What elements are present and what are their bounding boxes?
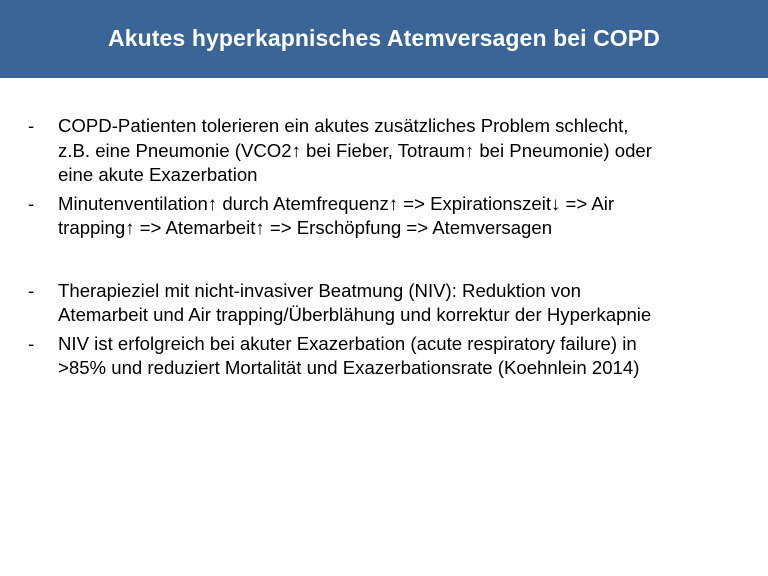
title-bar bbox=[0, 0, 768, 78]
bullet-line: COPD-Patienten tolerieren ein akutes zusätzliches Problem schlecht, bbox=[58, 115, 629, 136]
bullet-marker: - bbox=[28, 332, 35, 354]
bullet-line: z.B. eine Pneumonie (VCO2↑ bei Fieber, Totraum↑ bei Pneumonie) oder bbox=[58, 139, 652, 161]
bullet-line: >85% und reduziert Mortalität und Exazerbationsrate (Koehnlein 2014) bbox=[58, 357, 640, 378]
bullet-line: Atemarbeit und Air trapping/Überblähung und korrektur der Hyperkapnie bbox=[58, 304, 652, 325]
bullet-item bbox=[28, 114, 748, 188]
spacer bbox=[28, 245, 748, 279]
bullet-line: Therapieziel mit nicht-invasiver Beatmung (NIV): Reduktion von bbox=[58, 279, 581, 301]
bullet-marker: - bbox=[28, 279, 35, 301]
slide-title: Akutes hyperkapnisches Atemversagen bei COPD bbox=[108, 24, 660, 51]
bullet-line: Minutenventilation↑ durch Atemfrequenz↑ => Expirationszeit↓ => Air bbox=[58, 192, 615, 214]
bullet-line: eine akute Exazerbation bbox=[58, 164, 258, 185]
bullet-line: NIV ist erfolgreich bei akuter Exazerbation (acute respiratory failure) in bbox=[58, 332, 637, 354]
bullet-marker: - bbox=[28, 192, 35, 214]
bullet-item bbox=[28, 332, 748, 381]
bullet-line: trapping↑ => Atemarbeit↑ => Erschöpfung => Atemversagen bbox=[58, 217, 553, 238]
bullet-item bbox=[28, 192, 748, 241]
bullet-item bbox=[28, 279, 748, 328]
bullet-list bbox=[28, 114, 748, 385]
bullet-marker: - bbox=[28, 115, 35, 136]
